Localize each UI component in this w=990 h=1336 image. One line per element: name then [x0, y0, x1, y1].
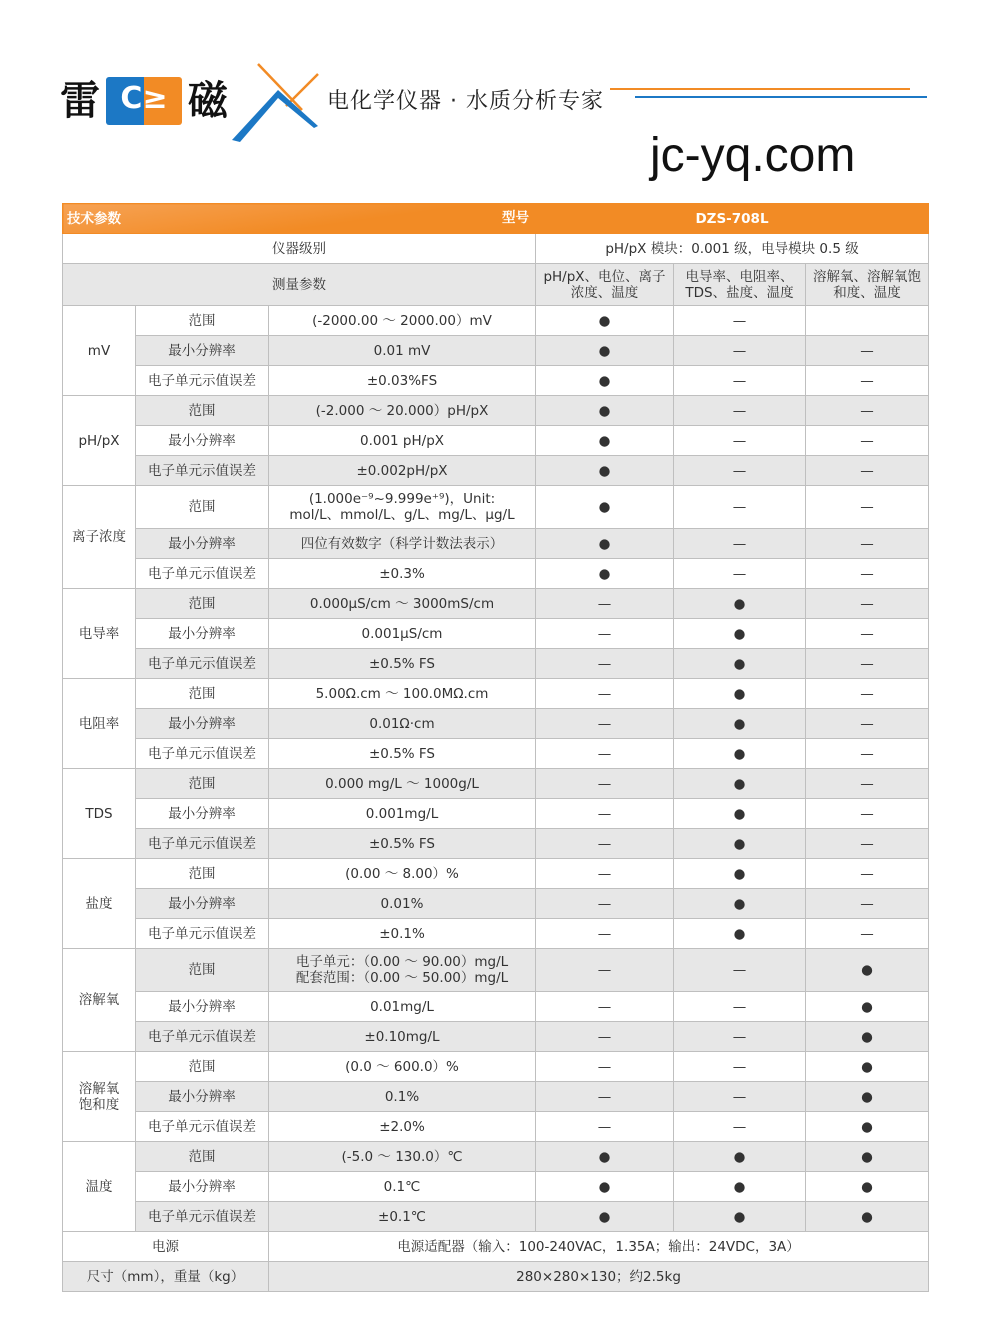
- param-value: ±0.5% FS: [269, 649, 536, 679]
- param-name: 电子单元示值误差: [136, 1112, 269, 1142]
- param-name: 电子单元示值误差: [136, 829, 269, 859]
- module-1-support: —: [536, 649, 674, 679]
- group-label: 溶解氧饱和度: [63, 1052, 136, 1142]
- power-row: [63, 1232, 929, 1262]
- module-3-support: —: [806, 426, 929, 456]
- module-3-support: —: [806, 559, 929, 589]
- param-value: 0.000 mg/L ～ 1000g/L: [269, 769, 536, 799]
- module-2-support: ●: [674, 1202, 806, 1232]
- param-value: (-2000.00 ～ 2000.00）mV: [269, 306, 536, 336]
- size-value: 280×280×130；约2.5kg: [269, 1262, 929, 1292]
- divider-orange: [610, 88, 910, 90]
- module-1-support: —: [536, 859, 674, 889]
- module-2-support: ●: [674, 799, 806, 829]
- size-row: [63, 1262, 929, 1292]
- param-name: 电子单元示值误差: [136, 456, 269, 486]
- level-row: [63, 234, 929, 264]
- param-value: 0.01 mV: [269, 336, 536, 366]
- module-3: 溶解氧、溶解氧饱和度、温度: [806, 264, 929, 306]
- param-value: ±0.1%: [269, 919, 536, 949]
- module-2-support: —: [674, 366, 806, 396]
- module-1-support: —: [536, 889, 674, 919]
- module-2-support: —: [674, 1082, 806, 1112]
- param-name: 电子单元示值误差: [136, 739, 269, 769]
- model-label: 型号: [502, 210, 529, 226]
- param-value: ±0.3%: [269, 559, 536, 589]
- spec-row: [63, 709, 929, 739]
- module-1-support: ●: [536, 1172, 674, 1202]
- header-row: [63, 204, 929, 234]
- param-value: ±0.002pH/pX: [269, 456, 536, 486]
- module-3-support: [806, 306, 929, 336]
- spec-row: [63, 739, 929, 769]
- module-3-support: ●: [806, 1202, 929, 1232]
- spec-row: [63, 486, 929, 529]
- x-decoration-icon: [230, 62, 325, 144]
- module-2-support: ●: [674, 1172, 806, 1202]
- param-name: 最小分辨率: [136, 992, 269, 1022]
- module-2-support: —: [674, 1112, 806, 1142]
- spec-row: [63, 529, 929, 559]
- logo-mark: C≥: [106, 77, 182, 125]
- spec-row: [63, 949, 929, 992]
- module-3-support: —: [806, 336, 929, 366]
- spec-row: [63, 1172, 929, 1202]
- module-1-support: —: [536, 919, 674, 949]
- param-value: ±0.03%FS: [269, 366, 536, 396]
- param-name: 最小分辨率: [136, 619, 269, 649]
- module-3-support: —: [806, 739, 929, 769]
- param-value: 0.1%: [269, 1082, 536, 1112]
- param-value: 0.001 pH/pX: [269, 426, 536, 456]
- module-1-support: ●: [536, 456, 674, 486]
- module-2-support: —: [674, 559, 806, 589]
- spec-row: [63, 919, 929, 949]
- module-2-support: —: [674, 306, 806, 336]
- module-3-support: —: [806, 799, 929, 829]
- module-2-support: —: [674, 486, 806, 529]
- power-value: 电源适配器（输入：100-240VAC，1.35A；输出：24VDC，3A）: [269, 1232, 929, 1262]
- module-1-support: —: [536, 799, 674, 829]
- module-2-support: —: [674, 992, 806, 1022]
- param-name: 电子单元示值误差: [136, 1022, 269, 1052]
- spec-row: [63, 769, 929, 799]
- module-2-support: —: [674, 396, 806, 426]
- param-value: 0.1℃: [269, 1172, 536, 1202]
- module-3-support: —: [806, 529, 929, 559]
- param-value: ±0.1℃: [269, 1202, 536, 1232]
- module-3-support: ●: [806, 1052, 929, 1082]
- group-label: pH/pX: [63, 396, 136, 486]
- spec-row: [63, 1202, 929, 1232]
- group-label: 温度: [63, 1142, 136, 1232]
- group-label: TDS: [63, 769, 136, 859]
- spec-row: [63, 1082, 929, 1112]
- spec-row: [63, 559, 929, 589]
- measure-label: 测量参数: [63, 264, 536, 306]
- module-1-support: —: [536, 769, 674, 799]
- spec-row: [63, 829, 929, 859]
- module-1-support: ●: [536, 486, 674, 529]
- spec-row: [63, 889, 929, 919]
- module-3-support: —: [806, 769, 929, 799]
- module-1-support: ●: [536, 426, 674, 456]
- param-name: 最小分辨率: [136, 336, 269, 366]
- module-3-support: —: [806, 859, 929, 889]
- module-1-support: ●: [536, 529, 674, 559]
- module-1: pH/pX、电位、离子浓度、温度: [536, 264, 674, 306]
- spec-row: [63, 456, 929, 486]
- param-name: 电子单元示值误差: [136, 366, 269, 396]
- module-1-support: —: [536, 589, 674, 619]
- param-value: ±0.10mg/L: [269, 1022, 536, 1052]
- param-name: 范围: [136, 769, 269, 799]
- param-name: 最小分辨率: [136, 799, 269, 829]
- module-1-support: —: [536, 619, 674, 649]
- module-1-support: —: [536, 1082, 674, 1112]
- brand-logo: [60, 76, 228, 126]
- module-1-support: ●: [536, 336, 674, 366]
- module-2-support: ●: [674, 679, 806, 709]
- module-1-support: ●: [536, 396, 674, 426]
- param-name: 电子单元示值误差: [136, 1202, 269, 1232]
- spec-row: [63, 1022, 929, 1052]
- spec-row: [63, 992, 929, 1022]
- param-value: ±0.5% FS: [269, 739, 536, 769]
- param-name: 范围: [136, 396, 269, 426]
- spec-row: [63, 396, 929, 426]
- param-value: ±0.5% FS: [269, 829, 536, 859]
- param-name: 范围: [136, 486, 269, 529]
- param-name: 范围: [136, 306, 269, 336]
- module-3-support: —: [806, 919, 929, 949]
- module-2-support: ●: [674, 769, 806, 799]
- spec-table: [62, 203, 929, 1292]
- module-1-support: ●: [536, 559, 674, 589]
- module-3-support: —: [806, 679, 929, 709]
- spec-row: [63, 799, 929, 829]
- param-value: (0.00 ～ 8.00）%: [269, 859, 536, 889]
- measure-row: [63, 264, 929, 306]
- module-1-support: —: [536, 992, 674, 1022]
- param-name: 最小分辨率: [136, 889, 269, 919]
- group-label: 盐度: [63, 859, 136, 949]
- spec-row: [63, 1112, 929, 1142]
- param-value: 0.01mg/L: [269, 992, 536, 1022]
- module-1-support: ●: [536, 1202, 674, 1232]
- param-name: 范围: [136, 679, 269, 709]
- size-label: 尺寸（mm），重量（kg）: [63, 1262, 269, 1292]
- module-1-support: ●: [536, 1142, 674, 1172]
- spec-row: [63, 649, 929, 679]
- param-value: 0.01Ω·cm: [269, 709, 536, 739]
- spec-row: [63, 306, 929, 336]
- param-name: 最小分辨率: [136, 1172, 269, 1202]
- module-3-support: ●: [806, 1142, 929, 1172]
- param-value: 0.000μS/cm ～ 3000mS/cm: [269, 589, 536, 619]
- group-label: 电导率: [63, 589, 136, 679]
- param-value: (-5.0 ～ 130.0）℃: [269, 1142, 536, 1172]
- module-2-support: ●: [674, 829, 806, 859]
- param-value: 0.01%: [269, 889, 536, 919]
- header-spec-cell: 技术参数 型号: [63, 204, 536, 234]
- module-1-support: —: [536, 739, 674, 769]
- module-3-support: ●: [806, 1112, 929, 1142]
- spec-row: [63, 426, 929, 456]
- power-label: 电源: [63, 1232, 269, 1262]
- param-value: 0.001μS/cm: [269, 619, 536, 649]
- group-label: 溶解氧: [63, 949, 136, 1052]
- param-name: 范围: [136, 859, 269, 889]
- group-label: 电阻率: [63, 679, 136, 769]
- tagline: 电化学仪器 · 水质分析专家: [327, 89, 604, 114]
- module-2-support: —: [674, 1052, 806, 1082]
- spec-row: [63, 1142, 929, 1172]
- param-name: 范围: [136, 949, 269, 992]
- module-3-support: ●: [806, 992, 929, 1022]
- param-value: (1.000e⁻⁹~9.999e⁺⁹)，Unit: mol/L、mmol/L、g/L、mg/L、μg/L: [269, 486, 536, 529]
- param-name: 范围: [136, 1142, 269, 1172]
- module-1-support: —: [536, 949, 674, 992]
- param-name: 范围: [136, 589, 269, 619]
- module-3-support: —: [806, 829, 929, 859]
- level-label: 仪器级别: [63, 234, 536, 264]
- param-value: (-2.000 ～ 20.000）pH/pX: [269, 396, 536, 426]
- module-2-support: ●: [674, 589, 806, 619]
- module-3-support: —: [806, 709, 929, 739]
- spec-row: [63, 679, 929, 709]
- module-3-support: —: [806, 619, 929, 649]
- spec-row: [63, 366, 929, 396]
- module-1-support: —: [536, 1052, 674, 1082]
- param-name: 电子单元示值误差: [136, 919, 269, 949]
- param-value: 电子单元：（0.00 ～ 90.00）mg/L 配套范围：（0.00 ～ 50.00）mg/L: [269, 949, 536, 992]
- module-3-support: —: [806, 889, 929, 919]
- module-2-support: —: [674, 456, 806, 486]
- module-2-support: —: [674, 336, 806, 366]
- param-name: 范围: [136, 1052, 269, 1082]
- module-1-support: —: [536, 1112, 674, 1142]
- divider-blue: [635, 96, 927, 98]
- module-2-support: ●: [674, 1142, 806, 1172]
- module-2-support: ●: [674, 709, 806, 739]
- spec-row: [63, 1052, 929, 1082]
- group-label: 离子浓度: [63, 486, 136, 589]
- module-3-support: —: [806, 649, 929, 679]
- param-name: 最小分辨率: [136, 426, 269, 456]
- module-1-support: —: [536, 829, 674, 859]
- param-name: 最小分辨率: [136, 709, 269, 739]
- spec-row: [63, 336, 929, 366]
- param-name: 最小分辨率: [136, 1082, 269, 1112]
- module-2-support: —: [674, 1022, 806, 1052]
- logo-char-1: 雷: [60, 78, 100, 124]
- module-2-support: ●: [674, 619, 806, 649]
- module-3-support: —: [806, 589, 929, 619]
- module-1-support: —: [536, 709, 674, 739]
- module-2-support: —: [674, 529, 806, 559]
- group-label: mV: [63, 306, 136, 396]
- spec-row: [63, 619, 929, 649]
- module-2-support: ●: [674, 649, 806, 679]
- param-value: (0.0 ～ 600.0）%: [269, 1052, 536, 1082]
- module-3-support: —: [806, 486, 929, 529]
- module-2: 电导率、电阻率、TDS、盐度、温度: [674, 264, 806, 306]
- param-value: 5.00Ω.cm ～ 100.0MΩ.cm: [269, 679, 536, 709]
- module-3-support: ●: [806, 1082, 929, 1112]
- param-name: 电子单元示值误差: [136, 649, 269, 679]
- logo-char-2: 磁: [188, 78, 228, 124]
- module-1-support: ●: [536, 366, 674, 396]
- module-1-support: —: [536, 1022, 674, 1052]
- module-2-support: —: [674, 426, 806, 456]
- param-value: 四位有效数字（科学计数法表示）: [269, 529, 536, 559]
- spec-row: [63, 589, 929, 619]
- module-2-support: —: [674, 949, 806, 992]
- param-value: ±2.0%: [269, 1112, 536, 1142]
- module-2-support: ●: [674, 889, 806, 919]
- param-name: 电子单元示值误差: [136, 559, 269, 589]
- module-3-support: —: [806, 396, 929, 426]
- module-3-support: —: [806, 456, 929, 486]
- module-2-support: ●: [674, 739, 806, 769]
- module-3-support: ●: [806, 1022, 929, 1052]
- module-3-support: ●: [806, 1172, 929, 1202]
- spec-row: [63, 859, 929, 889]
- param-value: 0.001mg/L: [269, 799, 536, 829]
- module-3-support: ●: [806, 949, 929, 992]
- module-1-support: —: [536, 679, 674, 709]
- module-2-support: ●: [674, 919, 806, 949]
- level-value: pH/pX 模块：0.001 级，电导模块 0.5 级: [536, 234, 929, 264]
- module-3-support: —: [806, 366, 929, 396]
- watermark: jc-yq.com: [650, 129, 856, 182]
- module-1-support: ●: [536, 306, 674, 336]
- param-name: 最小分辨率: [136, 529, 269, 559]
- module-2-support: ●: [674, 859, 806, 889]
- model-name: DZS-708L: [536, 204, 929, 234]
